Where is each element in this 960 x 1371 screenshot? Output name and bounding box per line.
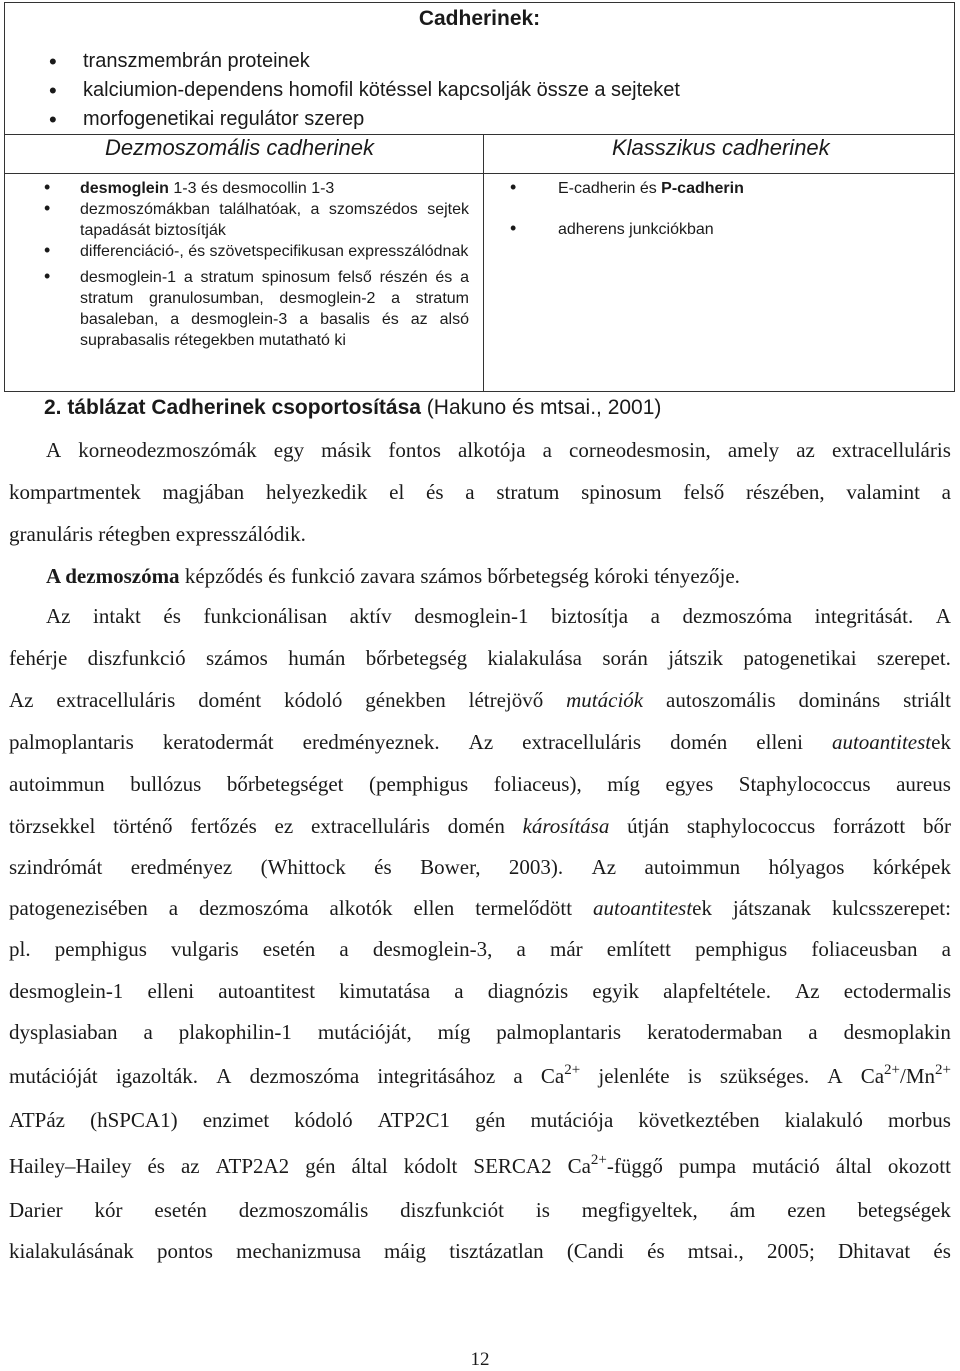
text-line: granuláris rétegben expresszálódik. bbox=[9, 522, 306, 546]
bold-term: P-cadherin bbox=[661, 180, 744, 197]
text-line: palmoplantaris keratodermát eredményeznek. Az extracelluláris domén elleni autoantitestek bbox=[9, 730, 951, 754]
list-item: • kalciumion-dependens homofil kötéssel kapcsolják össze a sejteket bbox=[5, 76, 680, 105]
list-item: • differenciáció-, és szövetspecifikusan expresszálódnak bbox=[44, 241, 469, 262]
text-line: desmoglein-1 elleni autoantitest kimutatása a diagnózis egyik alapfeltétele. Az ectodermalis bbox=[9, 979, 951, 1003]
text-line: szindrómát eredményez (Whittock és Bower, 2003). Az autoimmun hólyagos kórképek bbox=[9, 855, 951, 879]
column-divider bbox=[483, 134, 484, 391]
text-line: ATPáz (hSPCA1) enzimet kódoló ATP2C1 gén mutációja következtében kialakuló morbus bbox=[9, 1108, 951, 1132]
top-bullet-list bbox=[5, 47, 680, 134]
list-item bbox=[510, 178, 930, 199]
text-line: dysplasiaban a plakophilin-1 mutációját, míg palmoplantaris keratodermaban a desmoplakin bbox=[9, 1020, 951, 1044]
list-item: • adherens junkciókban bbox=[510, 219, 930, 240]
text-line: kialakulásának pontos mechanizmusa máig tisztázatlan (Candi és mtsai., 2005; Dhitavat és bbox=[9, 1239, 951, 1263]
classical-list bbox=[510, 178, 930, 260]
text-line: Az extracelluláris domént kódoló génekben létrejövő mutációk autoszomális domináns striált bbox=[9, 688, 951, 712]
text-line: Az intakt és funkcionálisan aktív desmoglein-1 biztosítja a dezmoszóma integritását. A bbox=[46, 604, 951, 628]
text-line: pl. pemphigus vulgaris esetén a desmoglein-3, a már említett pemphigus foliaceusban a bbox=[9, 937, 951, 961]
paragraph-text: képződés és funkció zavara számos bőrbetegség kóroki tényezője. bbox=[179, 564, 740, 588]
list-item bbox=[44, 178, 469, 199]
desmosomal-list bbox=[44, 178, 469, 351]
header-classical: Klasszikus cadherinek bbox=[612, 135, 830, 160]
table-caption bbox=[44, 396, 661, 420]
caption-title: 2. táblázat Cadherinek csoportosítása bbox=[44, 396, 421, 419]
text-line: patogenezisében a dezmoszóma alkotók ellen termelődött autoantitestek játszanak kulcsszerepet: bbox=[9, 896, 951, 920]
text-line: autoimmun bullózus bőrbetegséget (pemphigus foliaceus), míg egyes Staphylococcus aureus bbox=[9, 772, 951, 796]
item-text: 1-3 és desmocollin 1-3 bbox=[173, 180, 335, 197]
list-item: • dezmoszómákban találhatóak, a szomszédos sejtek tapadását biztosítják bbox=[44, 199, 469, 241]
text-line: kompartmentek magjában helyezkedik el és a stratum spinosum felső részében, valamint a bbox=[9, 480, 951, 504]
text-line: fehérje diszfunkció számos humán bőrbetegség kialakulása során játszik patogenetikai szerepet. bbox=[9, 646, 951, 670]
bold-term: A dezmoszóma bbox=[46, 564, 180, 588]
item-text: E-cadherin és bbox=[558, 180, 662, 197]
list-item: • morfogenetikai regulátor szerep bbox=[5, 105, 680, 134]
table-title: Cadherinek: bbox=[418, 7, 541, 30]
text-line: Hailey–Hailey és az ATP2A2 gén által kódolt SERCA2 $Ca^{2+}$-függő pumpa mutáció által okozott bbox=[9, 1152, 951, 1178]
header-desmosomal: Dezmoszomális cadherinek bbox=[105, 135, 374, 160]
text-line: Darier kór esetén dezmoszomális diszfunkciót is megfigyeltek, ám ezen betegségek bbox=[9, 1198, 951, 1222]
caption-citation: (Hakuno és mtsai., 2001) bbox=[420, 396, 662, 419]
text-line: törzsekkel történő fertőzés ez extracelluláris domén károsítása útján staphylococcus forrázott bőr bbox=[9, 814, 951, 838]
paragraph-2 bbox=[46, 564, 951, 589]
page-number: 12 bbox=[470, 1349, 490, 1370]
list-item: • transzmembrán proteinek bbox=[5, 47, 680, 76]
text-line: mutációját igazolták. A dezmoszóma integritásához a $Ca^{2+}$ jelenléte is szükséges. A $Ca^{2+}/Mn^{2+}$ bbox=[9, 1062, 951, 1088]
bold-term: desmoglein bbox=[80, 180, 174, 197]
text-line: A korneodezmoszómák egy másik fontos alkotója a corneodesmosin, amely az extracelluláris bbox=[46, 438, 951, 462]
list-item: • desmoglein-1 a stratum spinosum felső részén és a stratum granulosumban, desmoglein-2 a stratum basaleban, a desmoglein-3 a basalis és az alsó suprabasalis rétegekben mutatható ki bbox=[44, 267, 469, 351]
